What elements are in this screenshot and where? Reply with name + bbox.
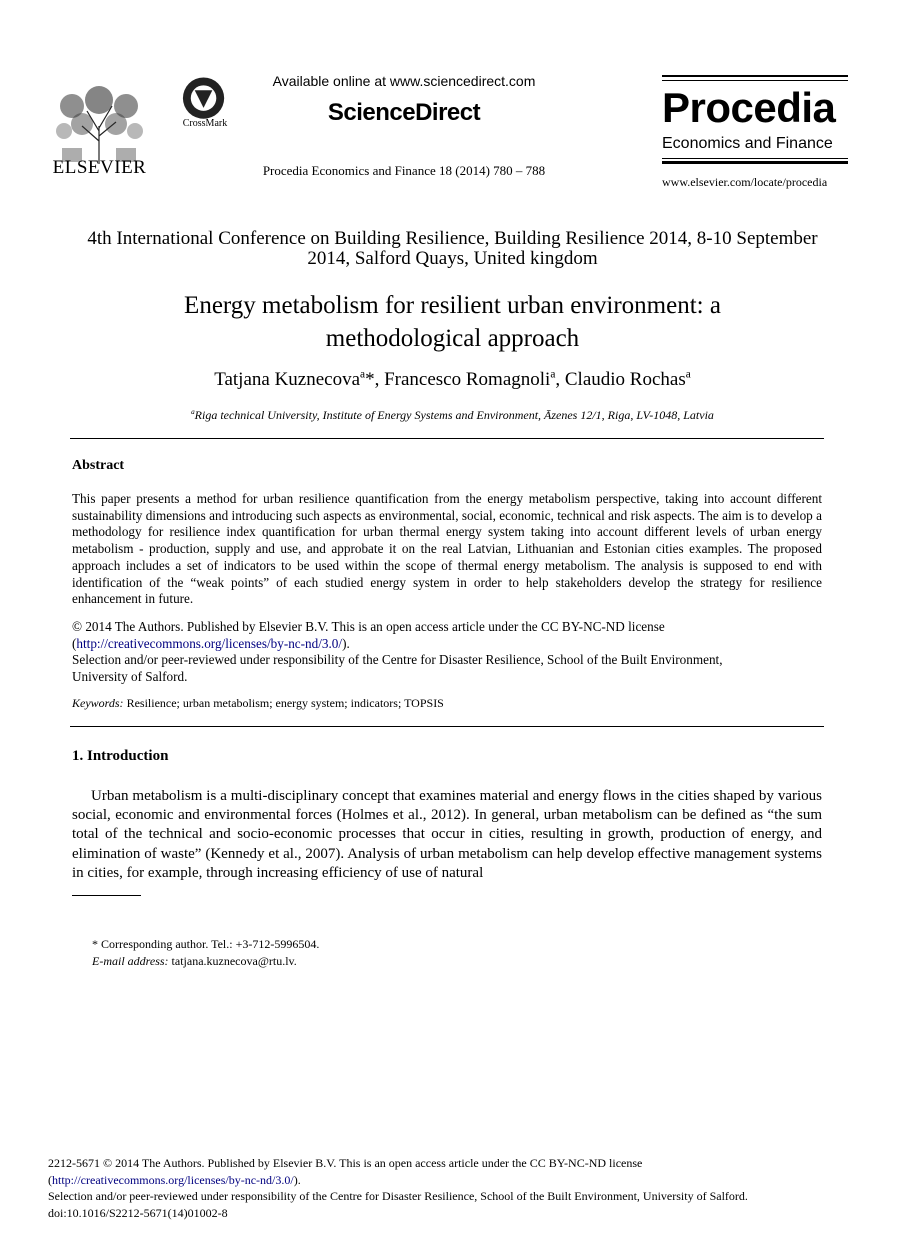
- keywords-text: Resilience; urban metabolism; energy system; indicators; TOPSIS: [123, 696, 444, 710]
- footer-doi[interactable]: doi:10.1016/S2212-5671(14)01002-8: [48, 1205, 228, 1220]
- affiliation: [70, 408, 835, 423]
- footnote-divider: [72, 895, 141, 896]
- footer-license-link[interactable]: http://creativecommons.org/licenses/by-nc-nd/3.0/: [52, 1172, 294, 1187]
- affiliation-mark: a: [360, 368, 366, 381]
- author-name: Tatjana Kuznecova: [214, 369, 361, 390]
- peer-review-line: Selection and/or peer-reviewed under responsibility of the Centre for Disaster Resilience, School of the Built Environment, University of Salford.: [72, 652, 723, 685]
- section-divider: [70, 726, 824, 727]
- title-line: methodological approach: [325, 325, 580, 352]
- keywords-label: Keywords:: [72, 696, 124, 710]
- footer-license-line: 2212-5671 © 2014 The Authors. Published by Elsevier B.V. This is an open access article under the CC BY-NC-ND license: [48, 1156, 643, 1170]
- procedia-subtitle: Economics and Finance: [662, 135, 833, 152]
- footnote-corresponding: * Corresponding author. Tel.: +3-712-5996504.: [92, 937, 320, 951]
- introduction-body: Urban metabolism is a multi-disciplinary concept that examines material and energy flows in the cities shaped by various social, economic and environmental forces (Holmes et al., 2012). In general, urban metabolism can be defined as “the sum total of the technical and socio-economic processes that occur in cities, resulting in growth, production of energy, and elimination of waste” (Kennedy et al., 2007). Analysis of urban metabolism can help develop effective management systems in cities, for example, through increasing efficiency of use of natural: [72, 788, 822, 881]
- footer-link-line: (http://creativecommons.org/licenses/by-nc-nd/3.0/).: [48, 1172, 301, 1187]
- copyright-notice: [72, 619, 822, 686]
- procedia-rule: [662, 80, 848, 81]
- abstract-body: This paper presents a method for urban resilience quantification from the energy metabolism perspective, taking into account different sustainability dimensions and introducing such aspects as environmental, social, economic, technical and risk aspects. The aim is to develop a methodology for resilience index quantification for urban thermal energy system taking into account different levels of urban energy metabolism - production, supply and use, and approbate it on the real Latvian, Lithuanian and Estonian cities examples. The proposed approach includes a set of indicators to be used within the scope of thermal energy metabolism. The analysis is supposed to end with identification of the “weak points” of each studied energy system in order to help stakeholders develop the strategy for resilience enhancement in future.: [72, 491, 822, 607]
- title-line: Energy metabolism for resilient urban environment: a: [184, 292, 721, 319]
- procedia-rule: [662, 161, 848, 164]
- journal-reference: Procedia Economics and Finance 18 (2014) 780 – 788: [262, 163, 546, 178]
- license-link[interactable]: http://creativecommons.org/licenses/by-nc-nd/3.0/: [76, 635, 343, 651]
- procedia-rule: [662, 158, 848, 159]
- affiliation-mark: a: [550, 368, 556, 381]
- footer-peer-review-line: Selection and/or peer-reviewed under responsibility of the Centre for Disaster Resilience, School of the Built Environment, University of Salford.: [48, 1189, 748, 1204]
- sciencedirect-wordmark: ScienceDirect: [327, 99, 481, 126]
- author-list: Tatjana Kuznecova$^a$*, Francesco Romagnoli$^a$, Claudio Rochas$^a$: [214, 368, 691, 390]
- elsevier-wordmark: ELSEVIER: [52, 157, 147, 178]
- footnote-email: [92, 954, 297, 969]
- paper-title: [70, 289, 835, 355]
- section-divider: [70, 438, 824, 439]
- page-footer: [48, 1155, 848, 1221]
- email-label: E-mail address:: [92, 954, 169, 968]
- affiliation-text: Riga technical University, Institute of Energy Systems and Environment, Āzenes 12/1, Riga, LV-1048, Latvia: [194, 408, 714, 422]
- section-heading: 1. Introduction: [72, 748, 169, 764]
- corresponding-mark: *: [365, 369, 375, 390]
- procedia-wordmark: Procedia: [662, 84, 836, 131]
- journal-url-link[interactable]: www.elsevier.com/locate/procedia: [662, 175, 828, 189]
- keywords: [72, 696, 822, 711]
- available-online-text: Available online at www.sciencedirect.com: [272, 73, 536, 89]
- author-name: Francesco Romagnoli: [384, 369, 551, 390]
- conference-line: 4th International Conference on Building Resilience, Building Resilience 2014, 8-10 September 2014, Salford Quays, United kingdom: [87, 228, 818, 269]
- email-address[interactable]: tatjana.kuznecova@rtu.lv.: [168, 954, 297, 968]
- procedia-rule: [662, 75, 848, 77]
- abstract-heading: Abstract: [72, 458, 125, 473]
- copyright-link-line: (http://creativecommons.org/licenses/by-nc-nd/3.0/).: [72, 635, 350, 651]
- affiliation-mark: a: [191, 408, 195, 416]
- copyright-line: © 2014 The Authors. Published by Elsevier B.V. This is an open access article under the CC BY-NC-ND license: [72, 619, 665, 634]
- affiliation-mark: a: [685, 368, 691, 381]
- crossmark-label: CrossMark: [182, 118, 228, 129]
- author-name: Claudio Rochas: [564, 369, 686, 390]
